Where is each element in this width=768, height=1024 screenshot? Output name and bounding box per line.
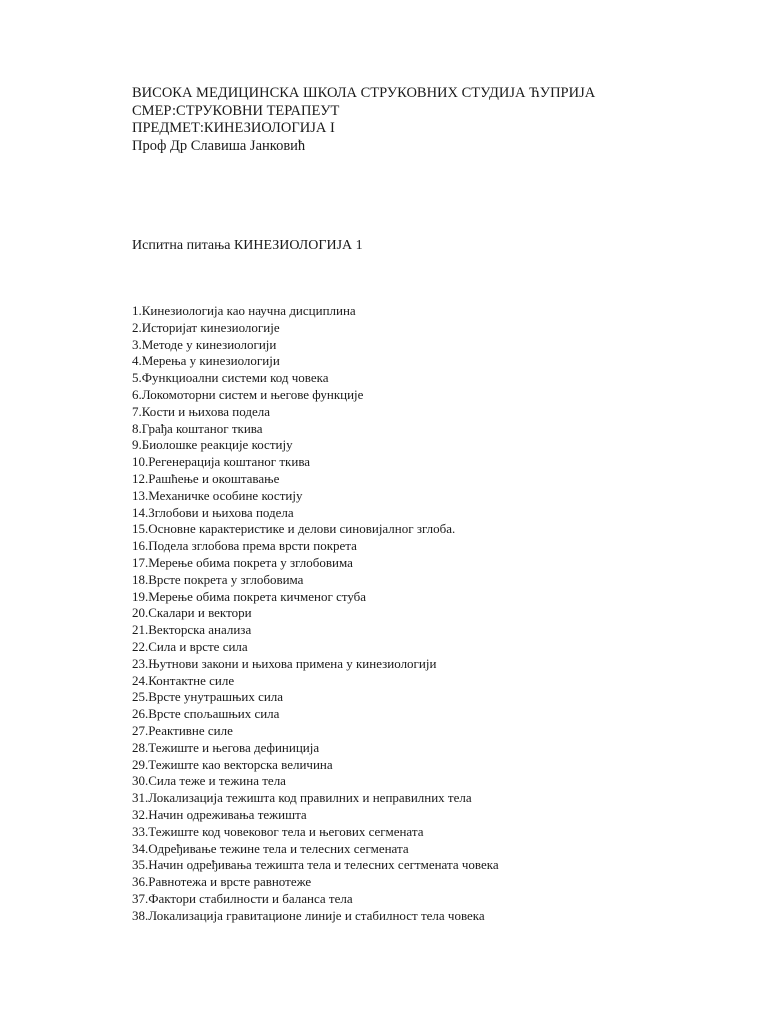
question-item: 20.Скалари и вектори — [132, 605, 252, 621]
question-item: 31.Локализација тежишта код правилних и неправилних тела — [132, 790, 472, 806]
question-item: 25.Врсте унутрашњих сила — [132, 689, 284, 705]
question-item: 35.Начин одређивања тежишта тела и телесних сегтмената човека — [132, 857, 499, 873]
question-item: 32.Начин одреживања тежишта — [132, 806, 307, 822]
question-item: 37.Фактори стабилности и баланса тела — [132, 890, 353, 906]
question-item: 3.Методе у кинезиологији — [132, 336, 277, 352]
question-item: 21.Векторска анализа — [132, 622, 252, 638]
question-item: 24.Контактне силе — [132, 672, 235, 688]
question-item: 12.Рашћење и окоштавање — [132, 470, 280, 486]
question-item: 23.Њутнови закони и њихова примена у кинезиологији — [132, 655, 437, 671]
question-item: 1.Кинезиологија као научна дисциплина — [132, 303, 356, 318]
question-item: 26.Врсте спољашњих сила — [132, 706, 280, 722]
question-item: 6.Локомоторни систем и његове функције — [132, 386, 364, 402]
question-item: 33.Тежиште код човековог тела и његових сегмената — [132, 823, 424, 839]
program-name: СМЕР:СТРУКОВНИ ТЕРАПЕУТ — [132, 102, 340, 119]
question-item: 7.Кости и њихова подела — [132, 403, 271, 419]
institution-name: ВИСОКА МЕДИЦИНСКА ШКОЛА СТРУКОВНИХ СТУДИЈА ЋУПРИЈА — [132, 85, 596, 101]
question-item: 27.Реактивне силе — [132, 722, 233, 738]
question-item: 22.Сила и врсте сила — [132, 638, 248, 654]
question-item: 18.Врсте покрета у зглобовима — [132, 571, 304, 587]
question-item: 30.Сила теже и тежина тела — [132, 773, 286, 789]
question-item: 38.Локализација гравитационе линије и стабилност тела човека — [132, 907, 485, 923]
question-item: 36.Равнотежа и врсте равнотеже — [132, 874, 312, 890]
question-list — [132, 303, 499, 924]
question-item: 15.Основне карактеристике и делови синовијалног зглоба. — [132, 521, 456, 537]
question-item: 4.Мерења у кинезиологији — [132, 353, 280, 369]
question-item: 17.Мерење обима покрета у зглобовима — [132, 554, 353, 570]
question-item: 8.Грађа коштаног ткива — [132, 420, 263, 436]
question-item: 34.Одређивање тежине тела и телесних сегмената — [132, 840, 409, 856]
question-item: 10.Регенерација коштаног ткива — [132, 454, 311, 470]
question-item: 2.Историјат кинезиологије — [132, 319, 280, 335]
question-item: 28.Тежиште и његова дефиниција — [132, 739, 320, 755]
question-item: 29.Тежиште као векторска величина — [132, 756, 333, 772]
professor-name: Проф Др Славиша Јанковић — [132, 137, 306, 154]
question-item: 5.Функциоални системи код човека — [132, 370, 329, 386]
question-item: 19.Мерење обима покрета кичменог стуба — [132, 588, 367, 604]
exam-title: Испитна питања КИНЕЗИОЛОГИЈА 1 — [132, 238, 363, 253]
question-item: 14.Зглобови и њихова подела — [132, 504, 294, 520]
question-item: 13.Механичке особине костију — [132, 487, 303, 503]
document-header — [132, 85, 595, 155]
subject-name: ПРЕДМЕТ:КИНЕЗИОЛОГИЈА I — [132, 120, 335, 136]
question-item: 9.Биолошке реакције костију — [132, 437, 293, 453]
question-item: 16.Подела зглобова према врсти покрета — [132, 538, 357, 554]
